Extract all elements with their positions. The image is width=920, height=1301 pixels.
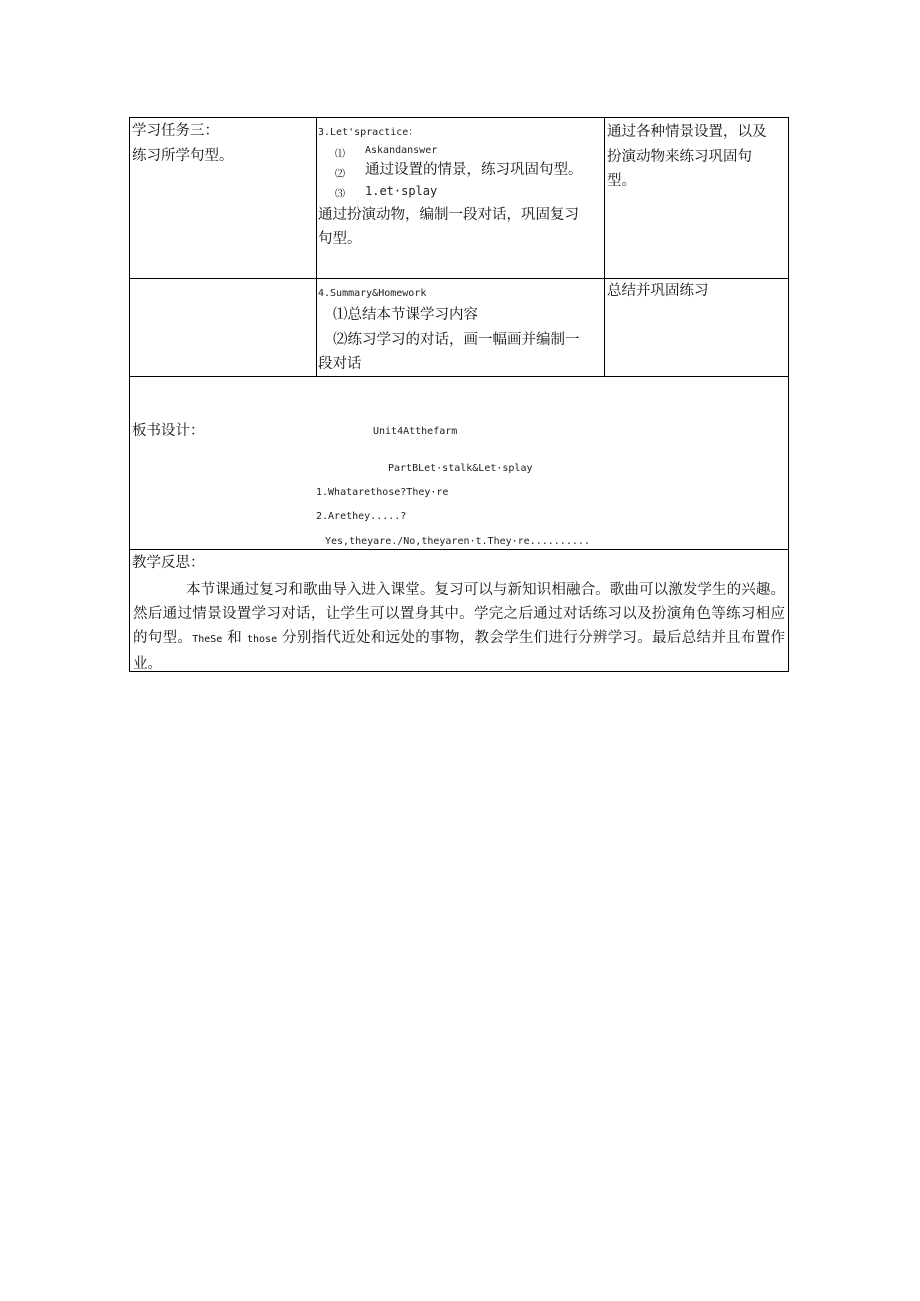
board-line: 1.Whatarethose?They·re — [316, 487, 449, 498]
item-text: 通过设置的情景，练习巩固句型。 — [365, 162, 583, 178]
lesson-table — [129, 117, 789, 672]
reflection-section — [130, 550, 788, 671]
summary-purpose: 总结并巩固练习 — [607, 283, 709, 299]
task-description: 练习所学句型。 — [132, 148, 234, 164]
item-number: ⑴ — [335, 149, 345, 160]
purpose-line: 扮演动物来练习巩固句 — [607, 149, 752, 165]
activity-line: 通过扮演动物，编制一段对话，巩固复习 — [318, 207, 579, 223]
summary-purpose-cell — [605, 279, 789, 376]
task-title: 学习任务三： — [132, 123, 219, 139]
task-cell — [130, 118, 316, 278]
board-title: Unit4Atthefarm — [373, 426, 458, 437]
reflection-text: 和 — [227, 630, 243, 646]
reflection-label: 教学反思： — [132, 555, 205, 571]
summary-cell — [317, 279, 604, 376]
board-line: Yes,theyare./No,theyaren·t.They·re.......... — [325, 536, 590, 547]
activity-cell — [317, 118, 604, 278]
item-text: 1.et·splay — [365, 184, 438, 198]
item-number: ⑶ — [335, 189, 345, 200]
board-label: 板书设计： — [132, 423, 205, 439]
purpose-line: 通过各种情景设置，以及 — [607, 124, 767, 140]
purpose-line: 型。 — [607, 173, 636, 189]
reflection-text: 分别指代近处和远处的事物，教会学生们进行分辨学习。最后总结并且布置作业。 — [133, 630, 786, 672]
reflection-term: those — [246, 634, 278, 645]
activity-heading: 3.Let'spractice： — [318, 127, 419, 138]
item-text: Askandanswer — [365, 145, 438, 156]
summary-heading: 4.Summary&Homework — [318, 288, 427, 299]
reflection-text: 本节课通过复习和歌曲导入进入课堂。复习可以与新知识相融合。歌曲可以激发学生的兴趣。然后通过情景设置学习对话，让学生可以置身其中。学完之后通过对话练习以及扮演角色等练习相应的句型。 — [133, 582, 785, 646]
board-design-section — [130, 377, 788, 549]
summary-item: ⑴总结本节课学习内容 — [333, 307, 478, 323]
purpose-cell — [605, 118, 789, 278]
homework-item: ⑵练习学习的对话，画一幅画并编制一 — [333, 332, 580, 348]
reflection-term: TheSe — [192, 634, 223, 645]
homework-item-cont: 段对话 — [318, 356, 362, 372]
activity-line: 句型。 — [318, 231, 362, 247]
board-line: 2.Arethey.....? — [316, 511, 407, 522]
board-subtitle: PartBLet·stalk&Let·splay — [388, 463, 533, 474]
item-number: ⑵ — [335, 169, 345, 180]
reflection-paragraph — [133, 578, 785, 676]
